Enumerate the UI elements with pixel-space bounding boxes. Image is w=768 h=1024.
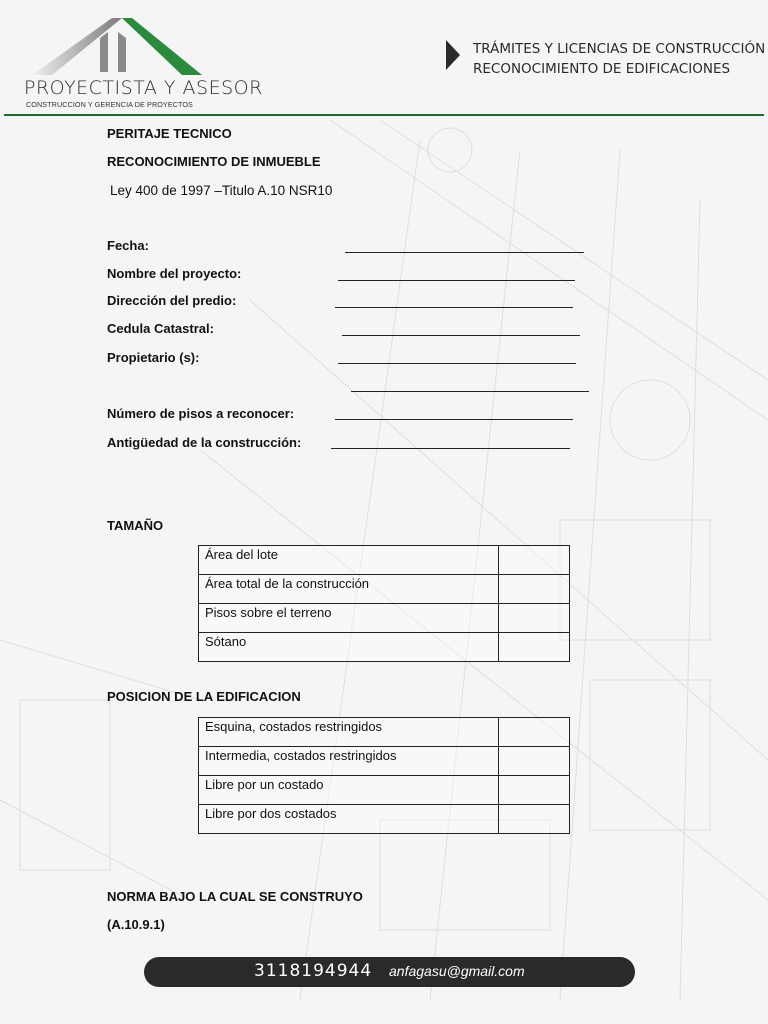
logo-tagline: CONSTRUCCION Y GERENCIA DE PROYECTOS — [26, 100, 193, 109]
field-label-cadastral-id: Cedula Catastral: — [107, 321, 214, 336]
table-row — [199, 747, 570, 776]
date-line[interactable] — [345, 251, 584, 253]
header-divider — [4, 114, 764, 116]
position-row-value-cell[interactable] — [499, 776, 570, 805]
size-row-value-cell[interactable] — [499, 633, 570, 662]
size-row-label: Área del lote — [199, 546, 499, 575]
field-label-owners: Propietario (s): — [107, 350, 200, 365]
norm-section-code: (A.10.9.1) — [107, 917, 165, 932]
field-label-building-age: Antigüedad de la construcción: — [107, 435, 302, 450]
position-row-value-cell[interactable] — [499, 805, 570, 834]
size-row-label: Área total de la construcción — [199, 575, 499, 604]
field-label-floors: Número de pisos a reconocer: — [107, 406, 295, 421]
contact-footer — [144, 957, 635, 987]
owners-line-2[interactable] — [351, 390, 589, 392]
cadastral-id-line[interactable] — [342, 334, 580, 336]
size-section-title: TAMAÑO — [107, 518, 164, 533]
footer-phone[interactable]: 3118194944 — [254, 961, 373, 981]
document-heading: PERITAJE TECNICO — [107, 126, 232, 141]
owners-line[interactable] — [338, 362, 576, 364]
field-label-date: Fecha: — [107, 238, 149, 253]
table-row — [199, 805, 570, 834]
header-title-line2: RECONOCIMIENTO DE EDIFICACIONES — [473, 61, 731, 77]
floors-line[interactable] — [335, 418, 573, 420]
size-table — [198, 545, 570, 662]
norm-section-title: NORMA BAJO LA CUAL SE CONSTRUYO — [107, 889, 363, 904]
position-section-title: POSICION DE LA EDIFICACION — [107, 689, 301, 704]
size-row-value-cell[interactable] — [499, 546, 570, 575]
position-row-label: Intermedia, costados restringidos — [199, 747, 499, 776]
footer-email[interactable]: anfagasu@gmail.com — [389, 963, 525, 979]
header-title-line1: TRÁMITES Y LICENCIAS DE CONSTRUCCIÓN — [473, 41, 766, 57]
position-table — [198, 717, 570, 834]
position-row-value-cell[interactable] — [499, 747, 570, 776]
table-row — [199, 604, 570, 633]
table-row — [199, 546, 570, 575]
field-label-project-name: Nombre del proyecto: — [107, 266, 242, 281]
size-row-value-cell[interactable] — [499, 575, 570, 604]
size-row-label: Sótano — [199, 633, 499, 662]
play-arrow-icon — [446, 40, 462, 70]
size-row-value-cell[interactable] — [499, 604, 570, 633]
project-name-line[interactable] — [338, 279, 575, 281]
table-row — [199, 718, 570, 747]
company-logo — [22, 10, 263, 110]
table-row — [199, 776, 570, 805]
building-age-line[interactable] — [331, 447, 570, 449]
position-row-label: Libre por un costado — [199, 776, 499, 805]
table-row — [199, 633, 570, 662]
address-line[interactable] — [335, 306, 573, 308]
position-row-label: Esquina, costados restringidos — [199, 718, 499, 747]
table-row — [199, 575, 570, 604]
field-label-address: Dirección del predio: — [107, 293, 237, 308]
law-reference: Ley 400 de 1997 –Titulo A.10 NSR10 — [110, 183, 333, 198]
logo-company-name: PROYECTISTA Y ASESOR — [24, 77, 263, 99]
document-subheading: RECONOCIMIENTO DE INMUEBLE — [107, 154, 321, 169]
roof-logo-icon — [22, 10, 212, 80]
header-title — [473, 39, 765, 79]
position-row-label: Libre por dos costados — [199, 805, 499, 834]
size-row-label: Pisos sobre el terreno — [199, 604, 499, 633]
position-row-value-cell[interactable] — [499, 718, 570, 747]
page-header — [0, 0, 768, 118]
